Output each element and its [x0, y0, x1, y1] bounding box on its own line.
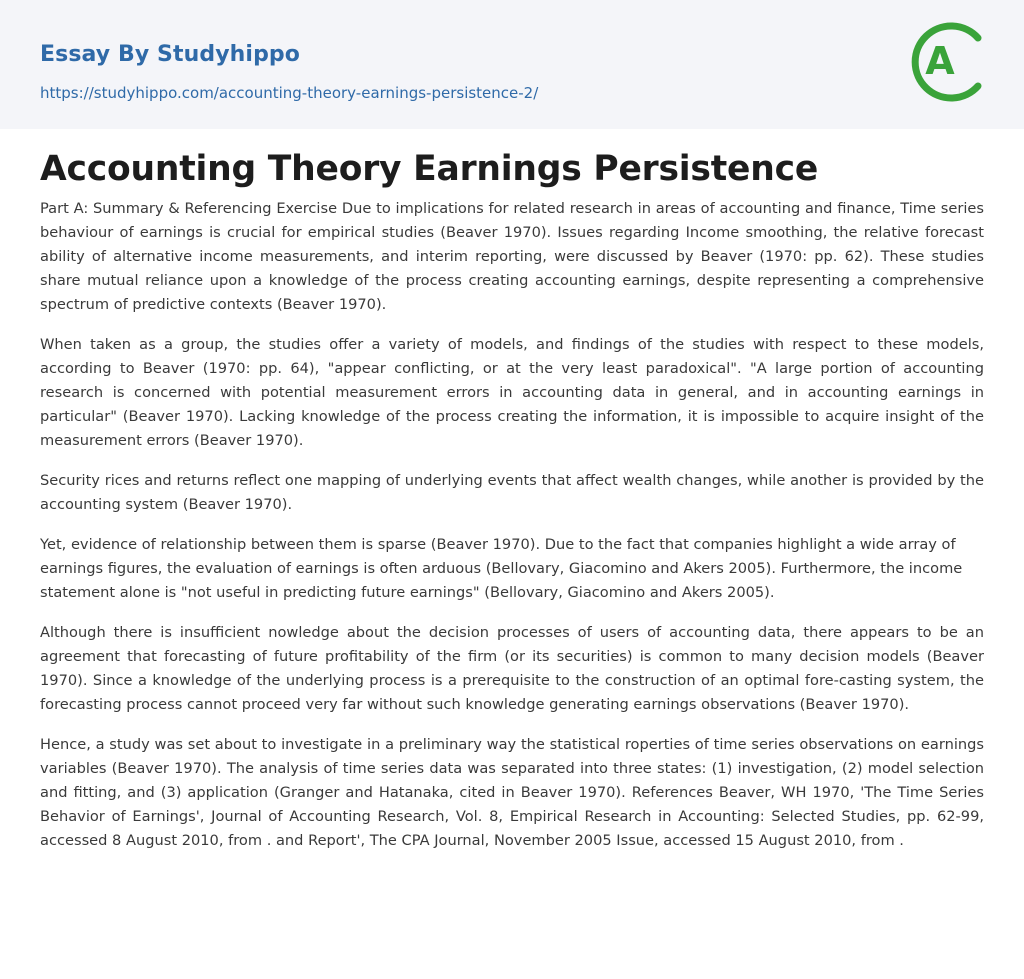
essay-content	[0, 129, 1024, 853]
essay-paragraph: Hence, a study was set about to investigate in a preliminary way the statistical roperties of time series observations on earnings variables (Beaver 1970). The analysis of time series data was separated into three states: (1) investigation, (2) model selection and fitting, and (3) application (Granger and Hatanaka, cited in Beaver 1970). References Beaver, WH 1970, 'The Time Series Behavior of Earnings', Journal of Accounting Research, Vol. 8, Empirical Research in Accounting: Selected Studies, pp. 62-99, accessed 8 August 2010, from . and Report', The CPA Journal, November 2005 Issue, accessed 15 August 2010, from .	[40, 736, 984, 849]
essay-paragraph: When taken as a group, the studies offer a variety of models, and findings of the studies with respect to these models, according to Beaver (1970: pp. 64), "appear conflicting, or at the very least paradoxical". "A large portion of accounting research is concerned with potential measurement errors in accounting data in general, and in accounting earnings in particular" (Beaver 1970). Lacking knowledge of the process creating the information, it is impossible to acquire insight of the measurement errors (Beaver 1970).	[40, 336, 984, 449]
brand-title: Essay By Studyhippo	[40, 42, 300, 67]
essay-paragraph: Security rices and returns reflect one mapping of underlying events that affect wealth changes, while another is provided by the accounting system (Beaver 1970).	[40, 472, 984, 513]
studyhippo-logo-icon[interactable]	[906, 16, 988, 108]
site-header	[0, 0, 1024, 129]
essay-paragraph: Yet, evidence of relationship between them is sparse (Beaver 1970). Due to the fact that companies highlight a wide array of earnings figures, the evaluation of earnings is often arduous (Bellovary, Giacomino and Akers 2005). Furthermore, the income statement alone is "not useful in predicting future earnings" (Bellovary, Giacomino and Akers 2005).	[40, 536, 963, 601]
essay-title: Accounting Theory Earnings Persistence	[40, 149, 819, 189]
essay-paragraph: Although there is insufficient nowledge about the decision processes of users of accounting data, there appears to be an agreement that forecasting of future profitability of the firm (or its securities) is common to many decision models (Beaver 1970). Since a knowledge of the underlying process is a prerequisite to the construction of an optimal fore-casting system, the forecasting process cannot proceed very far without such knowledge generating earnings observations (Beaver 1970).	[40, 624, 984, 713]
essay-body	[40, 197, 984, 853]
logo-letter: A	[925, 39, 955, 83]
source-url-link[interactable]: https://studyhippo.com/accounting-theory-earnings-persistence-2/	[40, 84, 539, 102]
essay-paragraph: Part A: Summary & Referencing Exercise Due to implications for related research in areas of accounting and finance, Time series behaviour of earnings is crucial for empirical studies (Beaver 1970). Issues regarding Income smoothing, the relative forecast ability of alternative income measurements, and interim reporting, were discussed by Beaver (1970: pp. 62). These studies share mutual reliance upon a knowledge of the process creating accounting earnings, despite representing a comprehensive spectrum of predictive contexts (Beaver 1970).	[40, 200, 984, 313]
